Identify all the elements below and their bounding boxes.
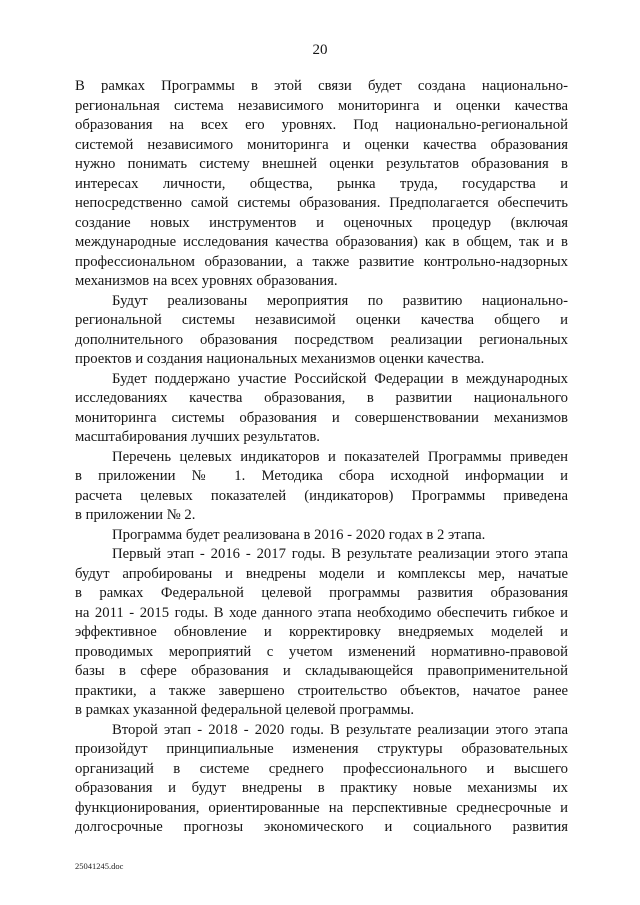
footer-filename: 25041245.doc	[75, 861, 124, 871]
text-line: Перечень целевых индикаторов и показателей Программы приведен	[112, 448, 568, 465]
text-line: в рамках указанной федеральной целевой программы.	[75, 702, 414, 718]
text-line: в приложении № 2.	[75, 507, 196, 523]
text-line: расчета целевых показателей (индикаторов) Программы приведена	[75, 487, 568, 504]
text-line: эффективное обновление и корректировку внедряемых моделей и	[75, 624, 568, 640]
text-line: механизмов на всех уровнях образования.	[75, 273, 338, 289]
text-line: Будет поддержано участие Российской Федерации в международных	[112, 370, 568, 387]
text-line: Будут реализованы мероприятия по развитию национально-	[112, 292, 568, 309]
text-line: базы в сфере образования и складывающейся правоприменительной	[75, 663, 568, 679]
text-line: функционирования, ориентированные на перспективные среднесрочные и	[75, 799, 568, 816]
text-line: мониторинга системы образования и совершенствовании механизмов	[75, 409, 568, 426]
text-line: В рамках Программы в этой связи будет создана национально-	[75, 78, 568, 94]
text-line: в приложении № 1. Методика сбора исходной информации и	[75, 468, 568, 484]
paragraph	[75, 526, 568, 546]
paragraph	[75, 448, 568, 526]
text-line: Второй этап - 2018 - 2020 годы. В результате реализации этого этапа	[112, 721, 568, 738]
text-line: будут апробированы и внедрены модели и комплексы мер, начатые	[75, 565, 568, 582]
text-line: международные исследования качества образования) как в общем, так и в	[75, 234, 568, 250]
text-line: создание новых инструментов и оценочных процедур (включая	[75, 214, 568, 231]
document-body	[75, 77, 568, 838]
paragraph	[75, 370, 568, 448]
text-line: исследованиях качества образования, в развитии национального	[75, 390, 568, 406]
text-line: интересах личности, общества, рынка труда, государства и	[75, 175, 568, 192]
text-line: образования и будут внедрены в практику новые механизмы их	[75, 780, 568, 796]
paragraph	[75, 292, 568, 370]
text-line: масштабирования лучших результатов.	[75, 429, 320, 445]
text-line: проводимых мероприятий с учетом изменений нормативно-правовой	[75, 643, 568, 660]
text-line: региональной системы независимой оценки качества общего и	[75, 312, 568, 328]
page-number: 20	[312, 42, 328, 58]
text-line: региональная система независимого мониторинга и оценки качества	[75, 97, 568, 114]
text-line: нужно понимать систему внешней оценки результатов образования в	[75, 156, 568, 172]
text-line: непосредственно самой системы образования. Предполагается обеспечить	[75, 195, 568, 211]
text-line: образования на всех его уровнях. Под национально-региональной	[75, 117, 568, 133]
text-line: Программа будет реализована в 2016 - 2020 годах в 2 этапа.	[112, 526, 486, 543]
text-line: профессиональном образовании, а также развитие контрольно-надзорных	[75, 253, 568, 270]
text-line: Первый этап - 2016 - 2017 годы. В результате реализации этого этапа	[112, 546, 568, 562]
text-line: произойдут принципиальные изменения структуры образовательных	[75, 741, 568, 757]
text-line: проектов и создания национальных механизмов оценки качества.	[75, 351, 485, 367]
paragraph	[75, 545, 568, 721]
paragraph	[75, 721, 568, 838]
text-line: дополнительного образования посредством реализации региональных	[75, 331, 568, 348]
text-line: на 2011 - 2015 годы. В ходе данного этапа необходимо обеспечить гибкое и	[75, 604, 568, 621]
paragraph	[75, 77, 568, 292]
text-line: практики, а также завершено строительство объектов, начатое ранее	[75, 682, 568, 699]
text-line: организаций в системе среднего профессионального и высшего	[75, 760, 568, 777]
text-line: системой независимого мониторинга и оценки качества образования	[75, 136, 568, 153]
text-line: в рамках Федеральной целевой программы развития образования	[75, 585, 568, 601]
text-line: долгосрочные прогнозы экономического и социального развития	[75, 819, 568, 835]
